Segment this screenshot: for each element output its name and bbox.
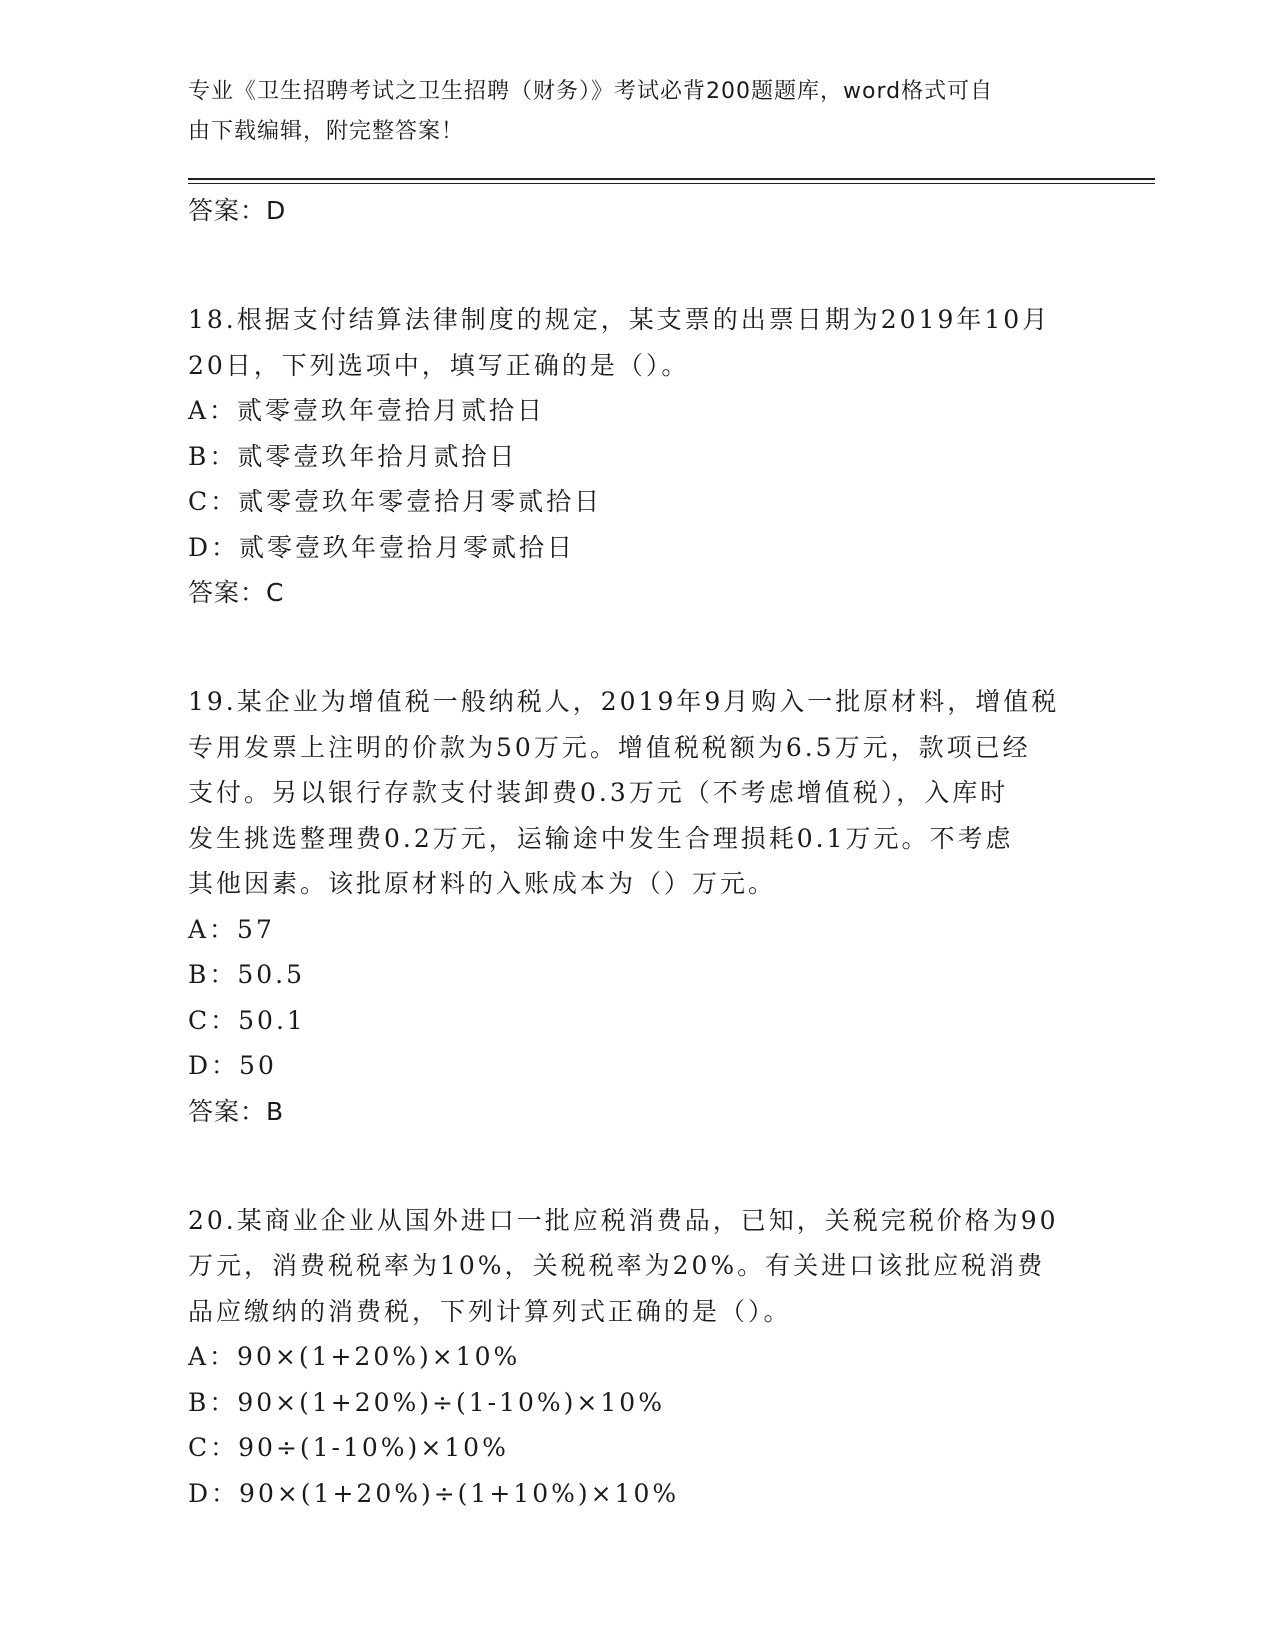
question-19 <box>188 679 1088 1134</box>
option-d: D：90×(1+20%)÷(1+10%)×10% <box>188 1478 680 1508</box>
answer-q18: 答案：C <box>188 578 285 607</box>
header-divider-thick <box>188 178 1155 180</box>
option-b: B：贰零壹玖年拾月贰拾日 <box>188 441 518 471</box>
header-line-2: 由下载编辑，附完整答案！ <box>188 119 465 144</box>
option-d: D：贰零壹玖年壹拾月零贰拾日 <box>188 532 576 562</box>
answer-q19: 答案：B <box>188 1096 285 1126</box>
stem-line: 品应缴纳的消费税，下列计算列式正确的是（）。 <box>188 1296 792 1326</box>
option-c: C：90÷(1-10%)×10% <box>188 1433 509 1462</box>
option-a: A：57 <box>188 914 275 944</box>
question-20 <box>188 1198 1088 1517</box>
question-stem <box>188 297 1088 388</box>
option-c: C：50.1 <box>188 1005 306 1035</box>
stem-line: 发生挑选整理费0.2万元，运输途中发生合理损耗0.1万元。不考虑 <box>188 823 1014 853</box>
header-line-1: 专业《卫生招聘考试之卫生招聘（财务）》考试必背200题题库，word格式可自 <box>188 79 994 104</box>
option-b: B：90×(1+20%)÷(1-10%)×10% <box>188 1387 665 1417</box>
answer-q17: 答案：D <box>188 196 287 225</box>
stem-line: 20.某商业企业从国外进口一批应税消费品，已知，关税完税价格为90 <box>188 1205 1059 1235</box>
header-divider-thin <box>188 183 1155 184</box>
question-stem <box>188 1198 1088 1335</box>
document-body <box>188 188 1088 1516</box>
stem-line: 其他因素。该批原材料的入账成本为（）万元。 <box>188 869 777 898</box>
question-stem <box>188 679 1088 907</box>
option-a: A：贰零壹玖年壹拾月贰拾日 <box>188 396 546 425</box>
stem-line: 18.根据支付结算法律制度的规定，某支票的出票日期为2019年10月 <box>188 305 1051 334</box>
stem-line: 万元，消费税税率为10%，关税税率为20%。有关进口该批应税消费 <box>188 1251 1046 1280</box>
stem-line: 20日，下列选项中，填写正确的是（）。 <box>188 350 690 380</box>
question-18 <box>188 297 1088 615</box>
option-c: C：贰零壹玖年零壹拾月零贰拾日 <box>188 487 603 516</box>
document-header <box>188 72 1088 152</box>
option-d: D：50 <box>188 1051 277 1080</box>
stem-line: 专用发票上注明的价款为50万元。增值税税额为6.5万元，款项已经 <box>188 732 1031 762</box>
option-b: B：50.5 <box>188 960 306 989</box>
option-a: A：90×(1+20%)×10% <box>188 1342 521 1371</box>
stem-line: 19.某企业为增值税一般纳税人，2019年9月购入一批原材料，增值税 <box>188 687 1060 716</box>
stem-line: 支付。另以银行存款支付装卸费0.3万元（不考虑增值税），入库时 <box>188 778 1009 807</box>
